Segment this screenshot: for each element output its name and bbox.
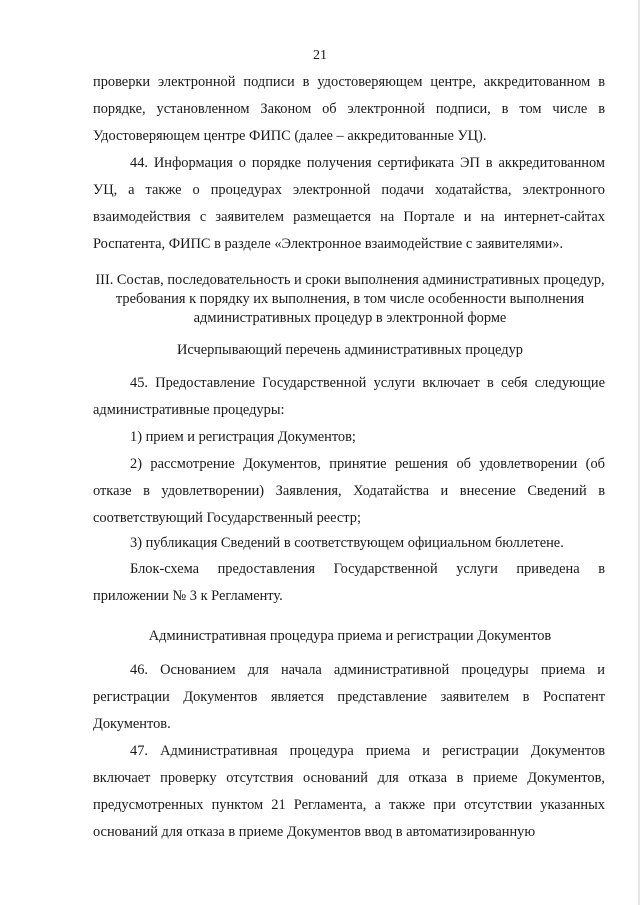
paragraph-block-scheme: Блок-схема предоставления Государственной услуги приведена в приложении № 3 к Регламенту. — [93, 561, 605, 604]
subheading-procedures-list: Исчерпывающий перечень административных процедур — [177, 342, 523, 358]
page-number: 21 — [313, 48, 327, 63]
paragraph-47: 47. Административная процедура приема и регистрации Документов включает проверку отсутствия оснований для отказа в приеме Документов, предусмотренных пунктом 21 Регламента, а также при отсутствии указанных оснований для отказа в приеме Документов ввод в автоматизированную — [93, 743, 605, 840]
subheading-reception-procedure: Административная процедура приема и регистрации Документов — [148, 628, 552, 644]
list-item-3: 3) публикация Сведений в соответствующем официальном бюллетене. — [130, 535, 564, 551]
list-item-1: 1) прием и регистрация Документов; — [130, 429, 356, 445]
paragraph-44: 44. Информация о порядке получения сертификата ЭП в аккредитованном УЦ, а также о процедурах электронной подачи ходатайства, электронного взаимодействия с заявителем размещается на Портале и на интернет-сайтах Роспатента, ФИПС в разделе «Электронное взаимодействие с заявителями». — [93, 155, 605, 252]
paragraph-46: 46. Основанием для начала административной процедуры приема и регистрации Документов является представление заявителем в Роспатент Документов. — [93, 662, 605, 732]
paragraph-continuation: проверки электронной подписи в удостоверяющем центре, аккредитованном в порядке, установленном Законом об электронной подписи, в том числе в Удостоверяющем центре ФИПС (далее – аккредитованные УЦ). — [93, 74, 605, 144]
section-heading: III. Состав, последовательность и сроки выполнения административных процедур, требования к порядку их выполнения, в том числе особенности выполнения административных процедур в электронной форме — [95, 272, 605, 326]
paragraph-45: 45. Предоставление Государственной услуги включает в себя следующие административные процедуры: — [93, 375, 605, 418]
list-item-2: 2) рассмотрение Документов, принятие решения об удовлетворении (об отказе в удовлетворении) Заявления, Ходатайства и внесение Сведений в соответствующий Государственный реестр; — [93, 456, 605, 526]
